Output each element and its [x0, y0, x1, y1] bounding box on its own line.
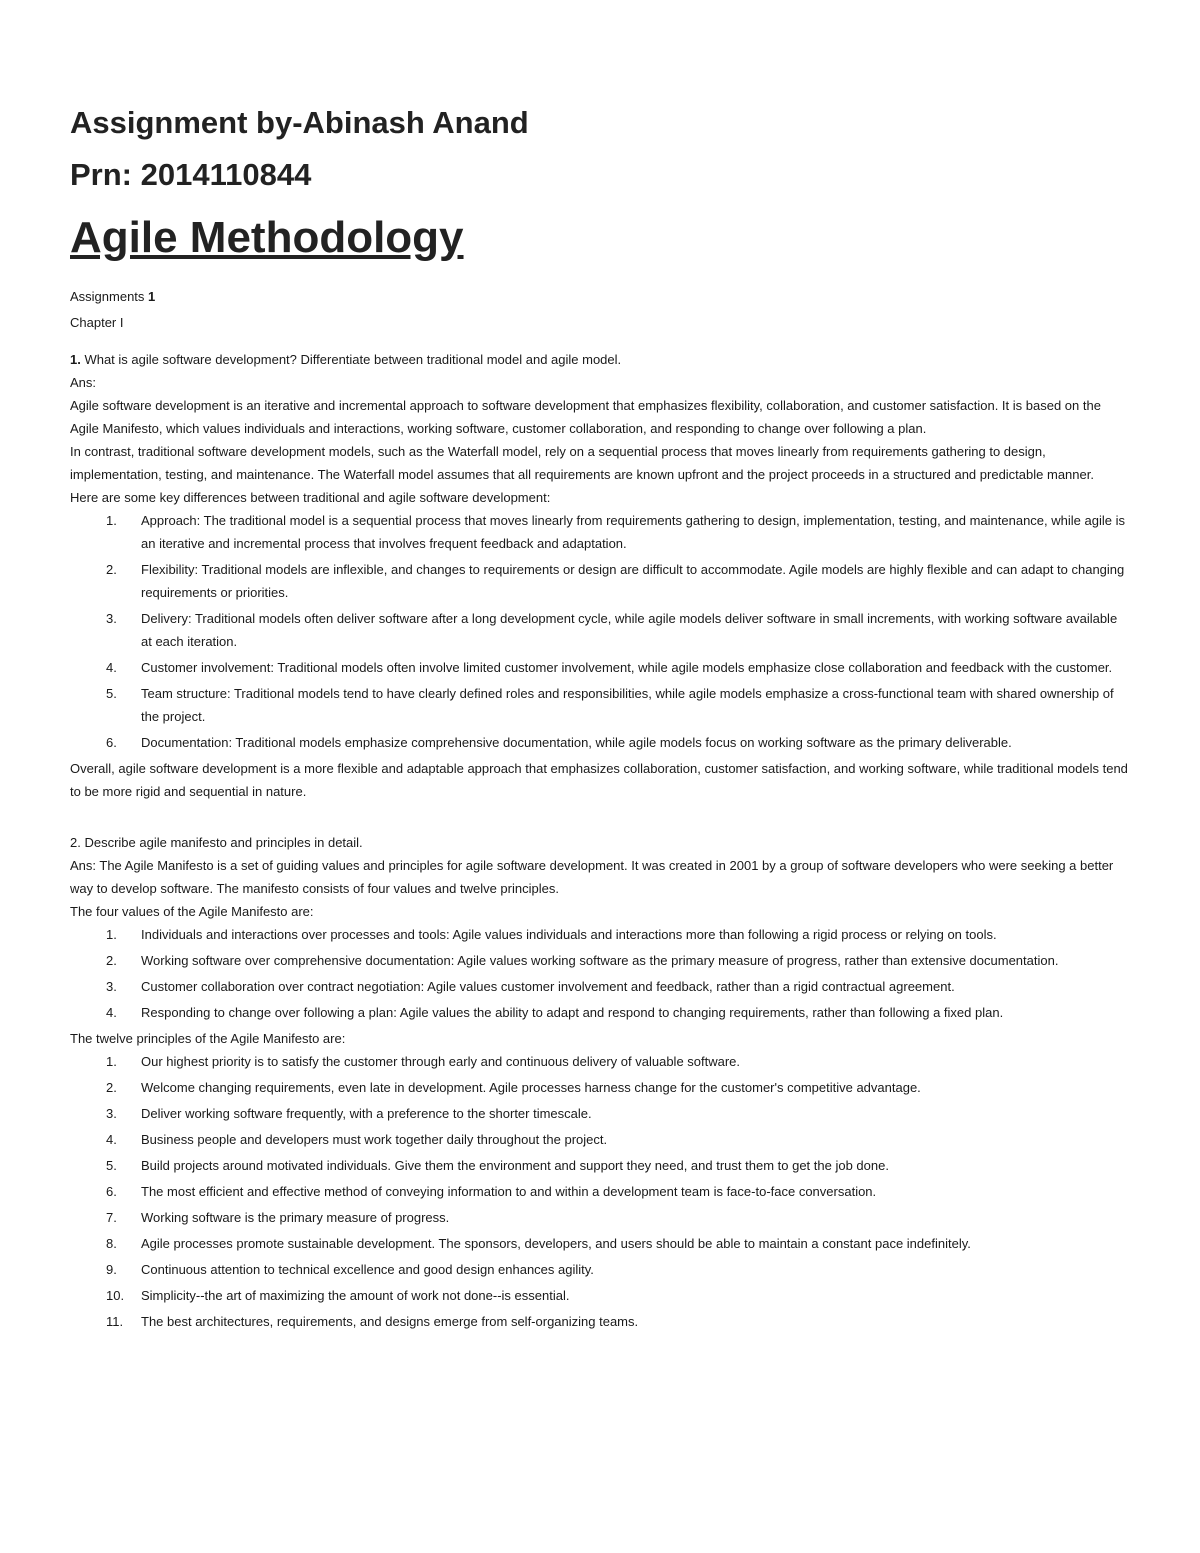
- list-item: 7. Working software is the primary measure of progress.: [106, 1210, 450, 1225]
- list-item: 3. Deliver working software frequently, with a preference to the shorter timescale.: [106, 1106, 592, 1121]
- list-item: 1. Our highest priority is to satisfy the customer through early and continuous delivery of valuable software.: [106, 1054, 741, 1069]
- values-list: [70, 923, 1130, 1024]
- answer-label: Ans:: [70, 375, 97, 390]
- question-1: 1. What is agile software development? Differentiate between traditional model and agile model.: [70, 352, 622, 367]
- prn-heading: Prn: 2014110844: [70, 157, 312, 192]
- author-heading: Assignment by-Abinash Anand: [70, 105, 529, 140]
- list-item: 4. Customer involvement: Traditional models often involve limited customer involvement, while agile models emphasize close collaboration and feedback with the customer.: [106, 660, 1113, 675]
- list-item: 5. Team structure: Traditional models tend to have clearly defined roles and responsibilities, while agile models emphasize a cross-functional team with shared ownership of the project.: [106, 686, 1114, 724]
- q1-intro: Here are some key differences between traditional and agile software development:: [70, 490, 551, 505]
- list-item: 1. Individuals and interactions over processes and tools: Agile values individuals and interactions more than following a rigid process or relying on tools.: [106, 927, 997, 942]
- q2-answer: Ans: The Agile Manifesto is a set of guiding values and principles for agile software development. It was created in 2001 by a group of software developers who were seeking a better way to develop software. The manifesto consists of four values and twelve principles.: [70, 858, 1114, 896]
- list-item: 4. Responding to change over following a plan: Agile values the ability to adapt and respond to changing requirements, rather than following a fixed plan.: [106, 1005, 1004, 1020]
- list-item: 1. Approach: The traditional model is a sequential process that moves linearly from requirements gathering to design, implementation, testing, and maintenance, while agile is an iterative and incremental process that involves frequent feedback and adaptation.: [106, 513, 1125, 551]
- q1-paragraph-2: In contrast, traditional software development models, such as the Waterfall model, rely on a sequential process that moves linearly from requirements gathering to design, implementation, testing, and maintenance. The Waterfall model assumes that all requirements are known upfront and the project proceeds in a structured and predictable manner.: [70, 444, 1094, 482]
- list-item: 4. Business people and developers must work together daily throughout the project.: [106, 1132, 608, 1147]
- assignment-label: Assignments 1: [70, 289, 156, 304]
- list-item: 2. Welcome changing requirements, even late in development. Agile processes harness change for the customer's competitive advantage.: [106, 1080, 921, 1095]
- q1-paragraph-1: Agile software development is an iterative and incremental approach to software development that emphasizes flexibility, collaboration, and customer satisfaction. It is based on the Agile Manifesto, which values individuals and interactions, working software, customer collaboration, and responding to change over following a plan.: [70, 398, 1101, 436]
- list-item: 3. Customer collaboration over contract negotiation: Agile values customer involvement and feedback, rather than a rigid contractual agreement.: [106, 979, 955, 994]
- list-item: 5. Build projects around motivated individuals. Give them the environment and support they need, and trust them to get the job done.: [106, 1158, 889, 1173]
- list-item: 9. Continuous attention to technical excellence and good design enhances agility.: [106, 1262, 594, 1277]
- principles-intro: The twelve principles of the Agile Manifesto are:: [70, 1031, 346, 1046]
- list-item: 3. Delivery: Traditional models often deliver software after a long development cycle, while agile models deliver software in small increments, with working software available at each iteration.: [106, 611, 1118, 649]
- list-item: 11. The best architectures, requirements, and designs emerge from self-organizing teams.: [106, 1314, 639, 1329]
- chapter-label: Chapter I: [70, 315, 124, 330]
- differences-list: [70, 509, 1130, 754]
- list-item: 6. The most efficient and effective method of conveying information to and within a development team is face-to-face conversation.: [106, 1184, 877, 1199]
- q1-conclusion: Overall, agile software development is a more flexible and adaptable approach that emphasizes collaboration, customer satisfaction, and working software, while traditional models tend to be more rigid and sequential in nature.: [70, 761, 1128, 799]
- list-item: 10. Simplicity--the art of maximizing the amount of work not done--is essential.: [106, 1288, 570, 1303]
- values-intro: The four values of the Agile Manifesto are:: [70, 904, 314, 919]
- list-item: 8. Agile processes promote sustainable development. The sponsors, developers, and users should be able to maintain a constant pace indefinitely.: [106, 1236, 971, 1251]
- list-item: 2. Flexibility: Traditional models are inflexible, and changes to requirements or design are difficult to accommodate. Agile models are highly flexible and can adapt to changing requirements or priorities.: [106, 562, 1125, 600]
- question-2: 2. Describe agile manifesto and principles in detail.: [70, 835, 363, 850]
- principles-list: [70, 1050, 1130, 1333]
- list-item: 2. Working software over comprehensive documentation: Agile values working software as the primary measure of progress, rather than extensive documentation.: [106, 953, 1059, 968]
- list-item: 6. Documentation: Traditional models emphasize comprehensive documentation, while agile models focus on working software as the primary deliverable.: [106, 735, 1012, 750]
- page-title: Agile Methodology: [70, 213, 464, 262]
